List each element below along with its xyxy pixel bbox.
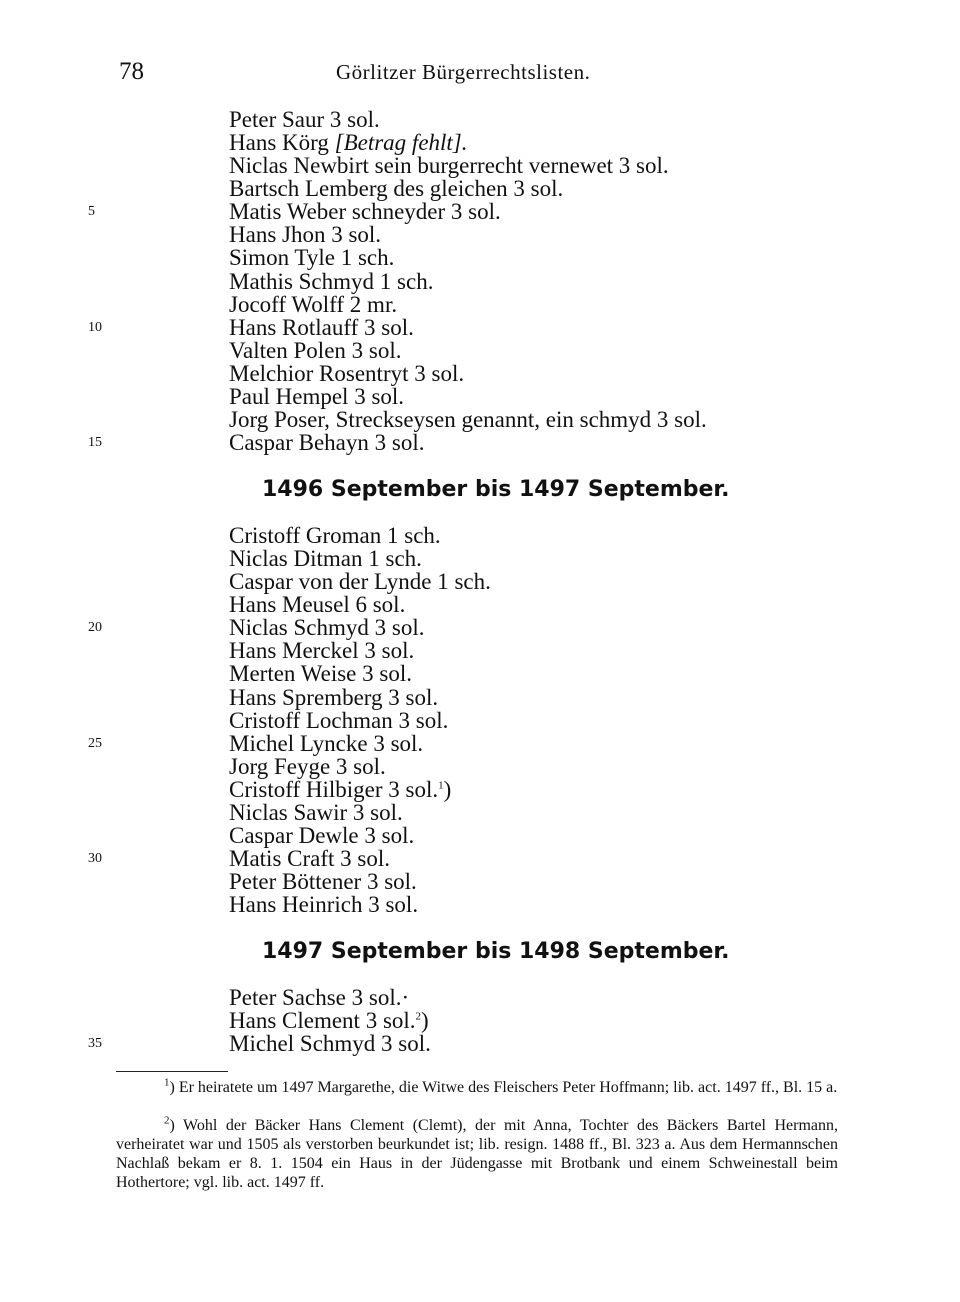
- entry-text: Hans Clement 3 sol.: [229, 1008, 416, 1034]
- entry-line: [229, 177, 563, 200]
- entry-line: [229, 686, 438, 709]
- entry-line: [229, 524, 441, 547]
- entry-text: Cristoff Hilbiger 3 sol.: [229, 776, 439, 802]
- entry-line: [229, 547, 422, 570]
- entry-line: [229, 131, 468, 154]
- entry-line: [229, 778, 451, 801]
- entry-line: [229, 293, 397, 316]
- entry-line: [229, 108, 380, 131]
- entry-line: [229, 709, 448, 732]
- entry-text: Hans Körg: [229, 130, 335, 156]
- margin-line-number: 30: [88, 851, 102, 866]
- entry-line: [229, 200, 501, 223]
- entry-line: [229, 801, 403, 824]
- entry-text: Niclas Schmyd 3 sol.: [229, 615, 425, 641]
- entry-line: [229, 893, 418, 916]
- entry-text: Cristoff Lochman 3 sol.: [229, 707, 449, 733]
- entry-line: [229, 431, 424, 454]
- margin-line-number: 10: [88, 319, 102, 335]
- entry-text: Simon Tyle 1 sch.: [229, 245, 395, 271]
- entry-line: [229, 246, 394, 269]
- footnote-marker: 1: [164, 1076, 170, 1089]
- entry-text: Niclas Sawir 3 sol.: [229, 799, 403, 825]
- entry-text: Peter Saur 3 sol.: [229, 107, 380, 132]
- entry-line: [229, 616, 425, 639]
- entry-line: [229, 408, 707, 431]
- entry-text: Peter Sachse 3 sol.·: [229, 985, 410, 1010]
- editorial-note: [Betrag fehlt].: [334, 130, 468, 156]
- margin-line-number: 25: [88, 735, 102, 751]
- entry-text: Peter Böttener 3 sol.: [229, 869, 417, 894]
- footnote-1: [116, 1078, 838, 1097]
- footnote-paren: ): [443, 776, 452, 802]
- footnote-2: [116, 1116, 838, 1192]
- entry-text: Hans Meusel 6 sol.: [229, 592, 406, 618]
- running-title: Görlitzer Bürgerrechtslisten.: [336, 60, 591, 84]
- entry-text: Michel Schmyd 3 sol.: [229, 1031, 431, 1057]
- footnote-text: ) Er heiratete um 1497 Margarethe, die Witwe des Fleischers Peter Hoffmann; lib. act. 1497 ff., Bl. 15 a.: [169, 1079, 838, 1096]
- entry-line: [229, 662, 412, 685]
- entry-text: Melchior Rosentryt 3 sol.: [229, 360, 465, 386]
- entry-text: Michel Lyncke 3 sol.: [229, 730, 424, 756]
- section-heading-1496: 1496 September bis 1497 September.: [262, 477, 730, 502]
- entry-text: Jocoff Wolff 2 mr.: [229, 291, 398, 317]
- entry-line: [229, 1009, 429, 1032]
- footnote-paren: ): [421, 1008, 429, 1034]
- entry-text: Paul Hempel 3 sol.: [229, 383, 405, 409]
- margin-line-number: 20: [88, 620, 102, 636]
- entry-line: [229, 1032, 431, 1055]
- entry-text: Niclas Ditman 1 sch.: [229, 546, 422, 572]
- entry-line: [229, 755, 386, 778]
- entry-text: Matis Craft 3 sol.: [229, 846, 390, 871]
- entry-line: [229, 732, 423, 755]
- entry-text: Jorg Poser, Streckseysen genannt, ein schmyd 3 sol.: [229, 406, 707, 432]
- margin-line-number: 15: [88, 435, 102, 450]
- entry-line: [229, 362, 464, 385]
- entry-line: [229, 316, 414, 339]
- footnote-reference: 2: [415, 1010, 422, 1023]
- margin-line-number: 5: [88, 204, 95, 220]
- entry-line: [229, 847, 390, 870]
- entry-line: [229, 570, 491, 593]
- margin-line-number: 35: [88, 1036, 102, 1052]
- footnote-text: ) Wohl der Bäcker Hans Clement (Clemt), der mit Anna, Tochter des Bäckers Bartel Hermann, verheiratet war und 1505 als verstorben beurkundet ist; lib. resign. 1488 ff., Bl. 323 a. Aus dem Hermannschen Nachlaß bekam er 8. 1. 1504 ein Haus in der Jüdengasse mit Brotbank und einem Schweinestall beim Hothertore; vgl. lib. act. 1497 ff.: [116, 1117, 838, 1191]
- entry-text: Caspar von der Lynde 1 sch.: [229, 569, 491, 595]
- entry-text: Hans Jhon 3 sol.: [229, 222, 382, 248]
- page-number: 78: [119, 58, 144, 85]
- footnote-reference: 1: [438, 779, 444, 792]
- entry-text: Merten Weise 3 sol.: [229, 661, 412, 687]
- entry-text: Jorg Feyge 3 sol.: [229, 753, 386, 779]
- entry-text: Caspar Behayn 3 sol.: [229, 430, 425, 455]
- entry-text: Hans Spremberg 3 sol.: [229, 684, 439, 710]
- entry-text: Hans Heinrich 3 sol.: [229, 892, 419, 918]
- entry-line: [229, 593, 405, 616]
- entry-line: [229, 986, 409, 1009]
- footnote-marker: 2: [164, 1114, 170, 1127]
- entry-line: [229, 385, 404, 408]
- section-heading-1497: 1497 September bis 1498 September.: [262, 939, 730, 964]
- entry-text: Valten Polen 3 sol.: [229, 337, 402, 363]
- entry-line: [229, 270, 433, 293]
- entry-line: [229, 154, 669, 177]
- entry-text: Mathis Schmyd 1 sch.: [229, 268, 434, 294]
- entry-text: Niclas Newbirt sein burgerrecht vernewet 3 sol.: [229, 153, 669, 179]
- entry-text: Cristoff Groman 1 sch.: [229, 523, 441, 548]
- entry-line: [229, 223, 381, 246]
- entry-text: Hans Merckel 3 sol.: [229, 638, 415, 664]
- entry-text: Matis Weber schneyder 3 sol.: [229, 199, 501, 225]
- entry-text: Hans Rotlauff 3 sol.: [229, 314, 414, 340]
- entry-line: [229, 339, 402, 362]
- entry-line: [229, 870, 417, 893]
- footnote-rule: [116, 1071, 228, 1072]
- entry-line: [229, 824, 414, 847]
- entry-text: Bartsch Lemberg des gleichen 3 sol.: [229, 176, 564, 202]
- entry-text: Caspar Dewle 3 sol.: [229, 822, 415, 848]
- entry-line: [229, 639, 414, 662]
